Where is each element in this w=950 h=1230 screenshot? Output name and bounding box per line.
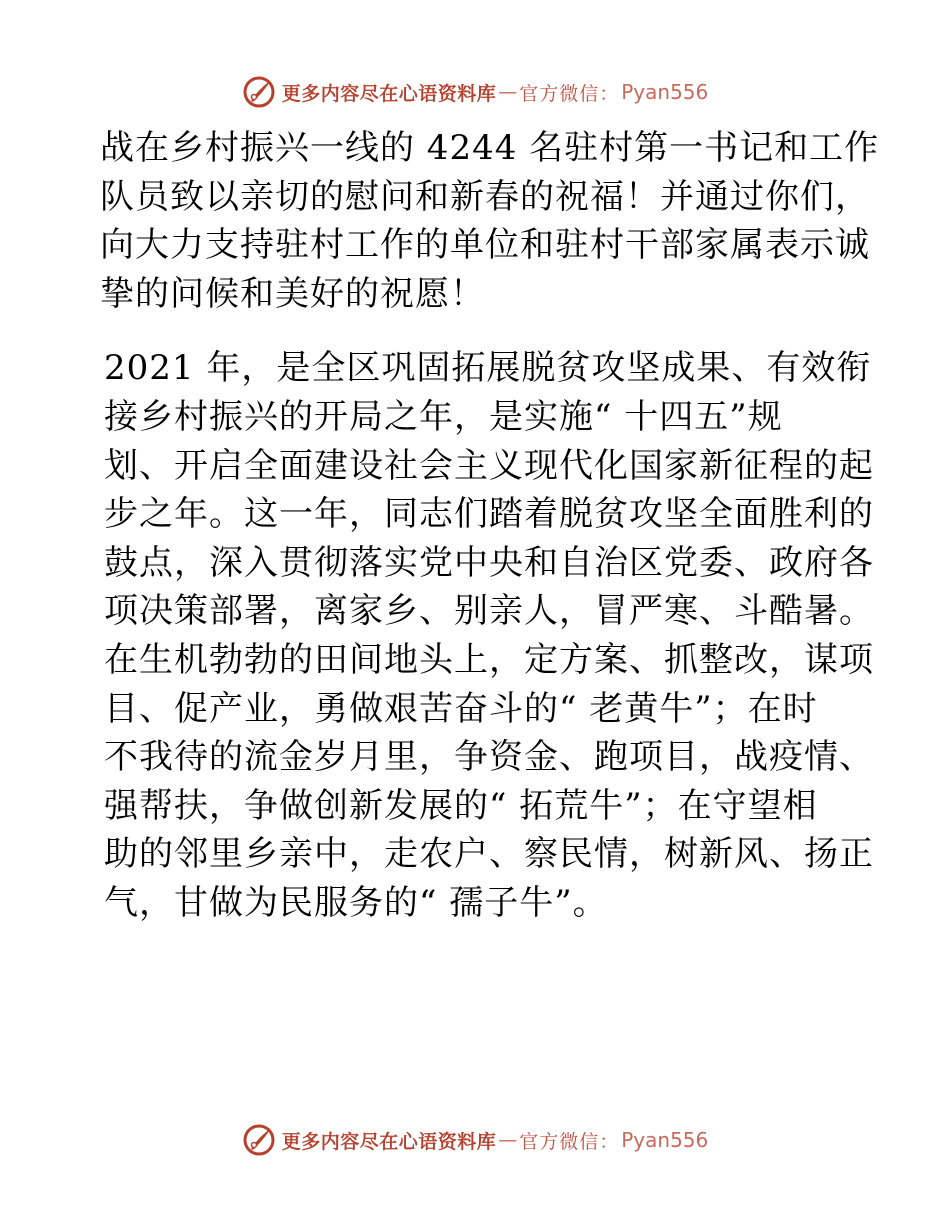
text-line: 助的邻里乡亲中，走农户、察民情，树新风、扬正 bbox=[104, 834, 874, 875]
quill-logo-icon bbox=[242, 1123, 276, 1157]
text-line: 划、开启全面建设社会主义现代化国家新征程的起 bbox=[104, 445, 874, 486]
text-line: 2021 年，是全区巩固拓展脱贫攻坚成果、有效衔 bbox=[104, 348, 872, 389]
text-line: 不我待的流金岁月里，争资金、跑项目，战疫情、 bbox=[104, 737, 874, 778]
paragraph-2 bbox=[100, 344, 874, 927]
text-line: 项决策部署，离家乡、别亲人，冒严寒、斗酷暑。 bbox=[104, 591, 874, 632]
text-line: 战在乡村振兴一线的 4244 名驻村第一书记和工作 bbox=[100, 128, 880, 168]
text-line: 目、促产业，勇做艰苦奋斗的“ 老黄牛”；在时 bbox=[104, 688, 818, 729]
watermark-text: 更多内容尽在心语资料库 bbox=[281, 82, 497, 105]
document-body bbox=[100, 124, 880, 928]
text-line: 强帮扶，争做创新发展的“ 拓荒牛”；在守望相 bbox=[104, 785, 818, 826]
watermark-footer bbox=[0, 1120, 950, 1160]
watermark-separator: — bbox=[498, 1129, 518, 1151]
watermark-header bbox=[0, 72, 950, 112]
text-line: 向大力支持驻村工作的单位和驻村干部家属表示诚 bbox=[100, 225, 870, 266]
watermark-label: 官方微信： bbox=[519, 1130, 620, 1153]
text-line: 接乡村振兴的开局之年，是实施“ 十四五”规 bbox=[104, 396, 783, 437]
text-line: 队员致以亲切的慰问和新春的祝福！并通过你们， bbox=[100, 176, 870, 217]
text-line: 在生机勃勃的田间地头上，定方案、抓整改，谋项 bbox=[104, 639, 874, 680]
watermark-separator: — bbox=[498, 81, 518, 103]
text-line: 挚的问候和美好的祝愿！ bbox=[100, 273, 485, 314]
watermark-wechat-id: Pyan556 bbox=[621, 80, 709, 104]
text-line: 气，甘做为民服务的“ 孺子牛”。 bbox=[104, 882, 608, 923]
watermark-label: 官方微信： bbox=[519, 82, 620, 105]
watermark-wechat-id: Pyan556 bbox=[621, 1128, 709, 1152]
watermark-text: 更多内容尽在心语资料库 bbox=[281, 1130, 497, 1153]
text-line: 步之年。这一年，同志们踏着脱贫攻坚全面胜利的 bbox=[104, 494, 874, 535]
text-line: 鼓点，深入贯彻落实党中央和自治区党委、政府各 bbox=[104, 542, 874, 583]
quill-logo-icon bbox=[242, 75, 276, 109]
paragraph-1 bbox=[100, 124, 880, 318]
